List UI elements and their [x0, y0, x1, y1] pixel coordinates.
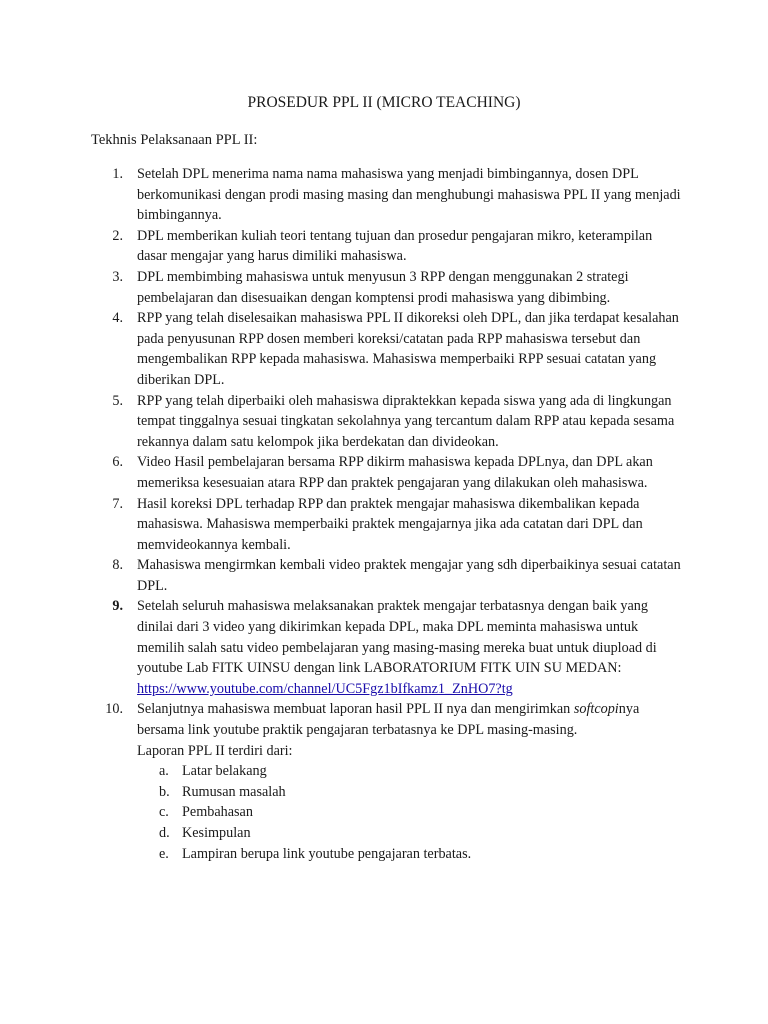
sub-item-letter: d. — [159, 825, 170, 841]
sub-item-text: Kesimpulan — [182, 825, 251, 841]
italic-term: softcopi — [573, 701, 619, 718]
item-number: 7. — [112, 495, 123, 512]
list-item — [91, 391, 681, 453]
item-text: Setelah seluruh mahasiswa melaksanakan praktek mengajar terbatasnya dengan baik yang dinilai dari 3 video yang dikirimkan kepada DPL, maka DPL meminta mahasiswa untuk memilih salah satu video pembelajaran yang masing-masing mereka buat untuk diupload di youtube Lab FITK UINSU dengan link LABORATORIUM FITK UIN SU MEDAN: — [137, 598, 657, 677]
item-number: 10. — [105, 701, 123, 718]
sub-item-text: Latar belakang — [182, 763, 267, 780]
list-item — [91, 267, 681, 308]
youtube-channel-link[interactable]: https://www.youtube.com/channel/UC5Fgz1bIfkamz1_ZnHO7?tg — [137, 680, 513, 697]
sub-item-text: Rumusan masalah — [182, 783, 286, 800]
item-text: RPP yang telah diperbaiki oleh mahasiswa dipraktekkan kepada siswa yang ada di lingkungan tempat tinggalnya sesuai tingkatan sekolahnya yang tercantum dalam RPP atau kepada sesama rekannya dalam satu kelompok jika berdekatan dan divideokan. — [137, 392, 675, 450]
list-item — [91, 596, 681, 699]
list-item — [91, 699, 681, 864]
sub-list-item — [137, 844, 681, 865]
item-text: Hasil koreksi DPL terhadap RPP dan praktek mengajar mahasiswa dikembalikan kepada mahasiswa. Mahasiswa memperbaiki praktek mengajarnya jika ada catatan dari DPL dan memvideokannya kembali. — [137, 495, 643, 553]
item-number: 4. — [112, 310, 123, 327]
list-item — [91, 164, 681, 226]
item-number: 3. — [112, 268, 123, 285]
sub-list-item — [137, 782, 681, 803]
list-item — [91, 555, 681, 596]
item-number: 1. — [112, 166, 123, 182]
list-item — [91, 452, 681, 493]
list-item — [91, 494, 681, 556]
sub-list-item — [137, 761, 681, 782]
sub-item-text: Pembahasan — [182, 804, 253, 821]
item-text: Video Hasil pembelajaran bersama RPP dikirm mahasiswa kepada DPLnya, dan DPL akan memeriksa kesesuaian atara RPP dan praktek pengajaran yang dilakukan oleh mahasiswa. — [137, 454, 653, 491]
item-text: DPL memberikan kuliah teori tentang tujuan dan prosedur pengajaran mikro, keterampilan dasar mengajar yang harus dimiliki mahasiswa. — [137, 227, 653, 265]
sub-list-item — [137, 823, 681, 844]
item-text: Setelah DPL menerima nama nama mahasiswa yang menjadi bimbingannya, dosen DPL berkomunikasi dengan prodi masing masing dan menghubungi mahasiswa PPL II yang menjadi bimbingannya. — [137, 166, 681, 224]
item-text: Selanjutnya mahasiswa membuat laporan hasil PPL II nya dan mengirimkan — [137, 701, 574, 718]
sub-item-letter: c. — [159, 804, 169, 821]
item-number: 8. — [112, 557, 123, 574]
sub-item-letter: e. — [159, 845, 169, 862]
item-number: 9. — [112, 598, 123, 615]
item-text: Mahasiswa mengirmkan kembali video praktek mengajar yang sdh diperbaikinya sesuai catatan DPL. — [137, 557, 681, 594]
item-number: 5. — [112, 392, 123, 409]
list-item — [91, 308, 681, 390]
document-title: PROSEDUR PPL II (MICRO TEACHING) — [247, 94, 521, 111]
sub-item-letter: a. — [159, 763, 169, 780]
report-intro: Laporan PPL II terdiri dari: — [137, 742, 293, 759]
item-number: 6. — [112, 454, 123, 471]
item-text: RPP yang telah diselesaikan mahasiswa PPL II dikoreksi oleh DPL, dan jika terdapat kesalahan pada penyusunan RPP dosen memberi koreksi/catatan pada RPP mahasiswa tersebut dan mengembalikan RPP kepada mahasiswa. Mahasiswa memperbaiki RPP sesuai catatan yang diberikan DPL. — [137, 310, 679, 388]
item-text-continued: nya bersama link youtube praktik pengajaran terbatasnya ke DPL masing-masing. — [137, 701, 640, 739]
item-number: 2. — [112, 227, 123, 244]
list-item — [91, 226, 681, 267]
sub-item-text: Lampiran berupa link youtube pengajaran terbatas. — [182, 845, 472, 862]
sub-item-letter: b. — [159, 783, 170, 800]
procedure-list — [91, 164, 681, 864]
sub-list-item — [137, 802, 681, 823]
report-sections-list — [137, 761, 681, 864]
item-text: DPL membimbing mahasiswa untuk menyusun 3 RPP dengan menggunakan 2 strategi pembelajaran dan disesuaikan dengan komptensi prodi mahasiswa yang dibimbing. — [137, 268, 629, 306]
intro-text: Tekhnis Pelaksanaan PPL II: — [91, 132, 258, 148]
